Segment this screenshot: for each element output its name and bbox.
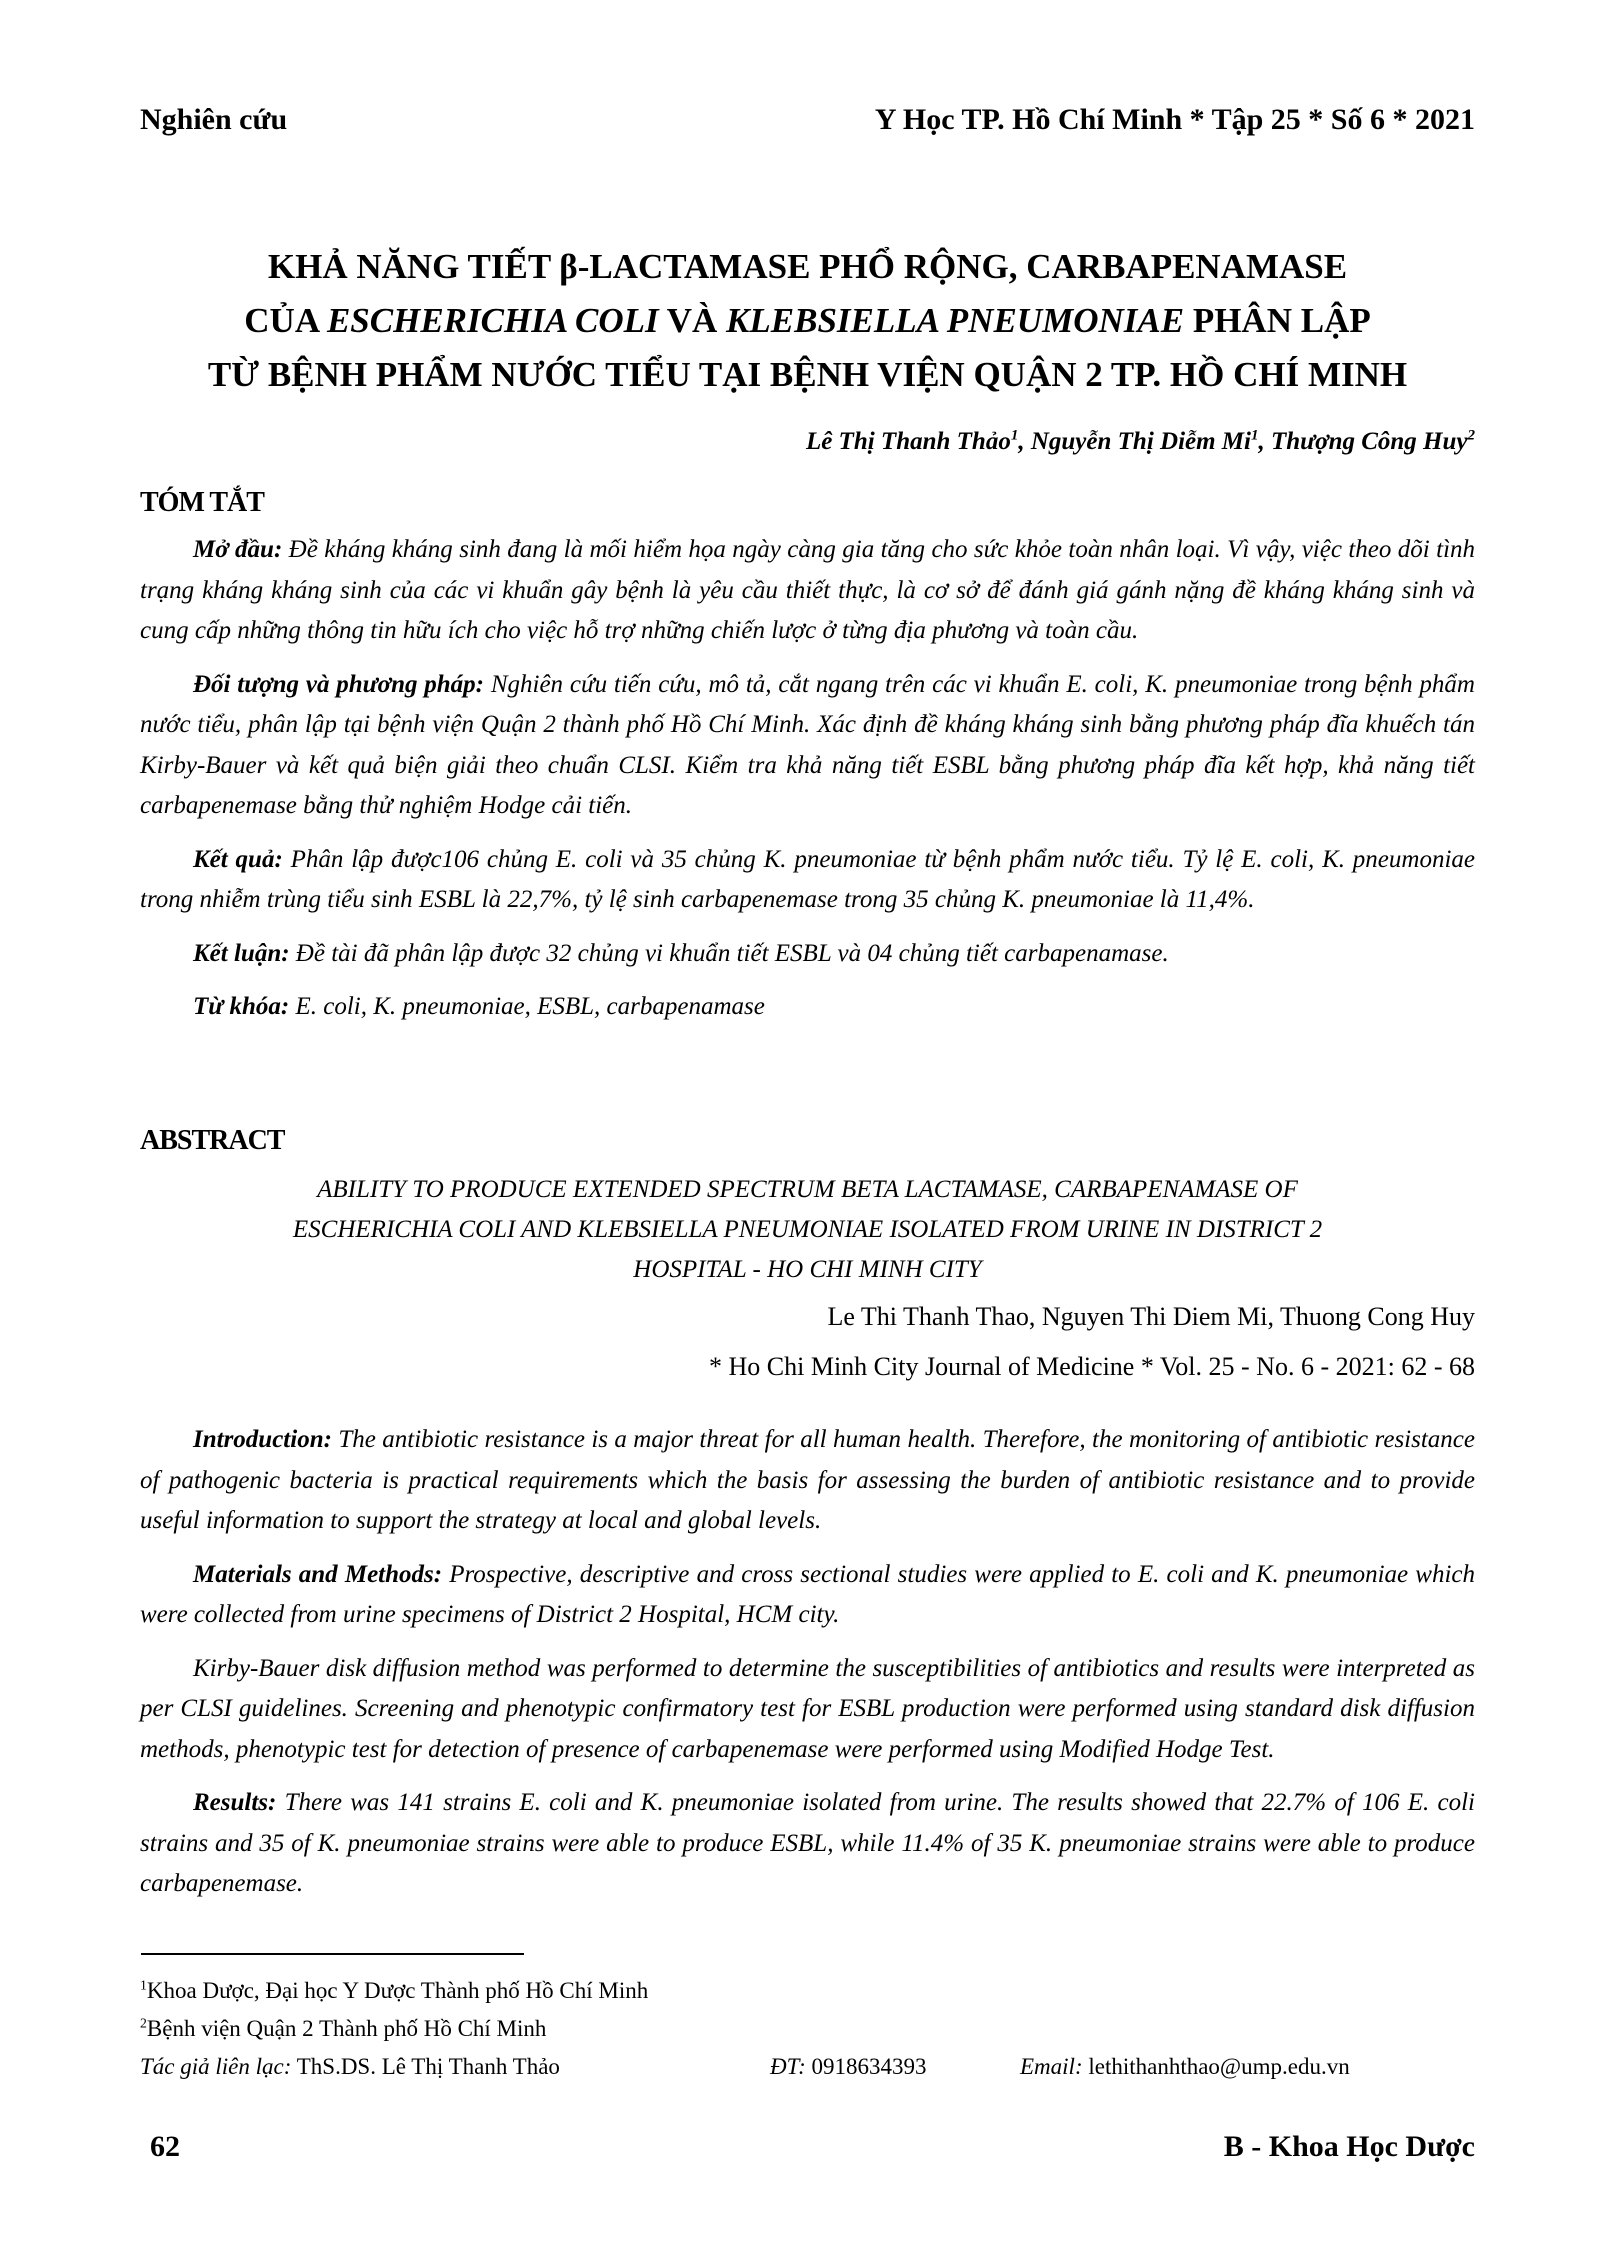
paragraph-label: Mở đầu: xyxy=(193,536,283,563)
footnote-divider xyxy=(141,1953,524,1955)
tomtat-paragraph-methods xyxy=(140,665,1475,827)
tomtat-paragraph-intro xyxy=(140,530,1475,652)
journal-citation: * Ho Chi Minh City Journal of Medicine * Vol. 25 - No. 6 - 2021: 62 - 68 xyxy=(708,1352,1475,1381)
tomtat-heading: TÓM TẮT xyxy=(140,487,264,518)
paragraph-label: Từ khóa: xyxy=(193,993,290,1020)
paragraph-text: There was 141 strains E. coli and K. pneumoniae isolated from urine. The results showed that 22.7% of 106 E. coli strains and 35 of K. pneumoniae strains were able to produce ESBL, while 11.4% of 35 K. pneumoniae strains were able to produce carbapenemase. xyxy=(140,1789,1475,1897)
contact-name: ThS.DS. Lê Thị Thanh Thảo xyxy=(291,2054,560,2079)
contact-phone xyxy=(770,2048,927,2086)
author-affiliation-mark: 2 xyxy=(1467,427,1475,444)
title-text: VÀ xyxy=(658,301,727,340)
paragraph-text: Phân lập được106 chủng E. coli và 35 chủng K. pneumoniae từ bệnh phẩm nước tiểu. Tỷ lệ E. coli, K. pneumoniae trong nhiễm trùng tiểu sinh ESBL là 22,7%, tỷ lệ sinh carbapenemase trong 35 chủng K. pneumoniae là 11,4%. xyxy=(140,845,1476,913)
corresponding-author xyxy=(140,2048,1475,2086)
article-title xyxy=(140,240,1475,402)
title-line-2 xyxy=(140,294,1475,348)
title-species-kpneumoniae: KLEBSIELLA PNEUMONIAE xyxy=(726,301,1185,340)
author-name: Thượng Công Huy xyxy=(1271,428,1468,455)
header-journal-info: Y Học TP. Hồ Chí Minh * Tập 25 * Số 6 * 2021 xyxy=(874,103,1475,136)
abstract-paragraph-methods-cont xyxy=(140,1649,1475,1771)
footnotes xyxy=(140,1972,1475,2086)
page-number: 62 xyxy=(150,2130,180,2163)
author-separator: , xyxy=(1258,428,1271,455)
header-section-label: Nghiên cứu xyxy=(140,103,288,136)
author-name: Nguyễn Thị Diễm Mi xyxy=(1030,428,1251,455)
paragraph-text: Đề kháng kháng sinh đang là mối hiểm họa ngày càng gia tăng cho sức khỏe toàn nhân loại. Vì vậy, việc theo dõi tình trạng kháng kháng sinh của các vi khuẩn gây bệnh là yêu cầu thiết thực, là cơ sở để đánh giá gánh nặng đề kháng kháng sinh và cung cấp những thông tin hữu ích cho việc hỗ trợ những chiến lược ở từng địa phương và toàn cầu. xyxy=(140,536,1476,644)
tomtat-keywords xyxy=(140,987,1475,1028)
abstract-body xyxy=(140,1420,1475,1918)
footnote-mark: 1 xyxy=(140,1977,147,1993)
paragraph-text: E. coli, K. pneumoniae, ESBL, carbapenamase xyxy=(289,993,765,1020)
footnote-mark: 2 xyxy=(140,2015,147,2031)
phone-label: ĐT: xyxy=(770,2054,806,2079)
running-header xyxy=(140,103,1475,143)
footnote-text: Khoa Dược, Đại học Y Dược Thành phố Hồ Chí Minh xyxy=(146,1978,649,2003)
authors-vietnamese xyxy=(806,428,1475,456)
title-line-3: TỪ BỆNH PHẨM NƯỚC TIỂU TẠI BỆNH VIỆN QUẬN 2 TP. HỒ CHÍ MINH xyxy=(207,355,1408,394)
footnote-affiliation-2 xyxy=(140,2010,1475,2048)
paragraph-label: Kết quả: xyxy=(193,845,283,873)
contact-label: Tác giả liên lạc: xyxy=(140,2054,292,2079)
paragraph-text: Nghiên cứu tiến cứu, mô tả, cắt ngang trên các vi khuẩn E. coli, K. pneumoniae trong bệnh phẩm nước tiểu, phân lập tại bệnh viện Quận 2 thành phố Hồ Chí Minh. Xác định đề kháng kháng sinh bằng phương pháp đĩa khuếch tán Kirby-Bauer và kết quả biện giải theo chuẩn CLSI. Kiểm tra khả năng tiết ESBL bằng phương pháp đĩa kết hợp, khả năng tiết carbapenemase bằng thử nghiệm Hodge cải tiến. xyxy=(140,670,1475,819)
abstract-title-line: HOSPITAL - HO CHI MINH CITY xyxy=(633,1256,982,1283)
title-line-1: KHẢ NĂNG TIẾT β-LACTAMASE PHỔ RỘNG, CARBAPENAMASE xyxy=(267,247,1348,286)
tomtat-body xyxy=(140,530,1475,1041)
email-address[interactable]: lethithanhthao@ump.edu.vn xyxy=(1082,2054,1350,2079)
paragraph-text: Đề tài đã phân lập được 32 chủng vi khuẩn tiết ESBL và 04 chủng tiết carbapenamase. xyxy=(289,939,1169,967)
paragraph-text: Prospective, descriptive and cross sectional studies were applied to E. coli and K. pneumoniae which were collected from urine specimens of District 2 Hospital, HCM city. xyxy=(140,1560,1475,1628)
abstract-paragraph-introduction xyxy=(140,1420,1475,1542)
paragraph-label: Kết luận: xyxy=(193,939,290,967)
page-footer xyxy=(140,2130,1475,2170)
tomtat-paragraph-conclusion xyxy=(140,934,1475,975)
author-separator: , xyxy=(1018,428,1031,455)
tomtat-paragraph-results xyxy=(140,840,1475,921)
abstract-title xyxy=(140,1170,1475,1290)
phone-number: 0918634393 xyxy=(805,2054,927,2079)
email-label: Email: xyxy=(1020,2054,1083,2079)
author-affiliation-mark: 1 xyxy=(1251,427,1259,444)
contact-email xyxy=(1020,2048,1350,2086)
abstract-title-line: ABILITY TO PRODUCE EXTENDED SPECTRUM BETA LACTAMASE, CARBAPENAMASE OF xyxy=(317,1176,1298,1203)
contact-author xyxy=(140,2048,560,2086)
paragraph-label: Đối tượng và phương pháp: xyxy=(193,670,485,698)
abstract-paragraph-methods xyxy=(140,1555,1475,1636)
abstract-paragraph-results xyxy=(140,1783,1475,1905)
abstract-heading: ABSTRACT xyxy=(140,1125,285,1156)
abstract-title-line: ESCHERICHIA COLI AND KLEBSIELLA PNEUMONIAE ISOLATED FROM URINE IN DISTRICT 2 xyxy=(292,1216,1323,1243)
paragraph-label: Introduction: xyxy=(193,1426,332,1453)
author-name: Lê Thị Thanh Thảo xyxy=(805,428,1011,455)
paragraph-label: Results: xyxy=(193,1789,277,1816)
footnote-text: Bệnh viện Quận 2 Thành phố Hồ Chí Minh xyxy=(146,2016,547,2041)
paragraph-text: The antibiotic resistance is a major threat for all human health. Therefore, the monitoring of antibiotic resistance of pathogenic bacteria is practical requirements which the basis for assessing the burden of antibiotic resistance and to provide useful information to support the strategy at local and global levels. xyxy=(140,1426,1475,1534)
title-text: CỦA xyxy=(244,301,327,340)
paragraph-label: Materials and Methods: xyxy=(193,1560,443,1588)
footer-section: B - Khoa Học Dược xyxy=(1223,2130,1475,2163)
authors-english: Le Thi Thanh Thao, Nguyen Thi Diem Mi, Thuong Cong Huy xyxy=(827,1302,1475,1331)
title-text: PHÂN LẬP xyxy=(1184,301,1371,340)
paragraph-text: Kirby-Bauer disk diffusion method was performed to determine the susceptibilities of antibiotics and results were interpreted as per CLSI guidelines. Screening and phenotypic confirmatory test for ESBL production were performed using standard disk diffusion methods, phenotypic test for detection of presence of carbapenemase were performed using Modified Hodge Test. xyxy=(140,1654,1475,1763)
footnote-affiliation-1 xyxy=(140,1972,1475,2010)
title-species-ecoli: ESCHERICHIA COLI xyxy=(326,301,659,340)
author-affiliation-mark: 1 xyxy=(1010,427,1019,444)
